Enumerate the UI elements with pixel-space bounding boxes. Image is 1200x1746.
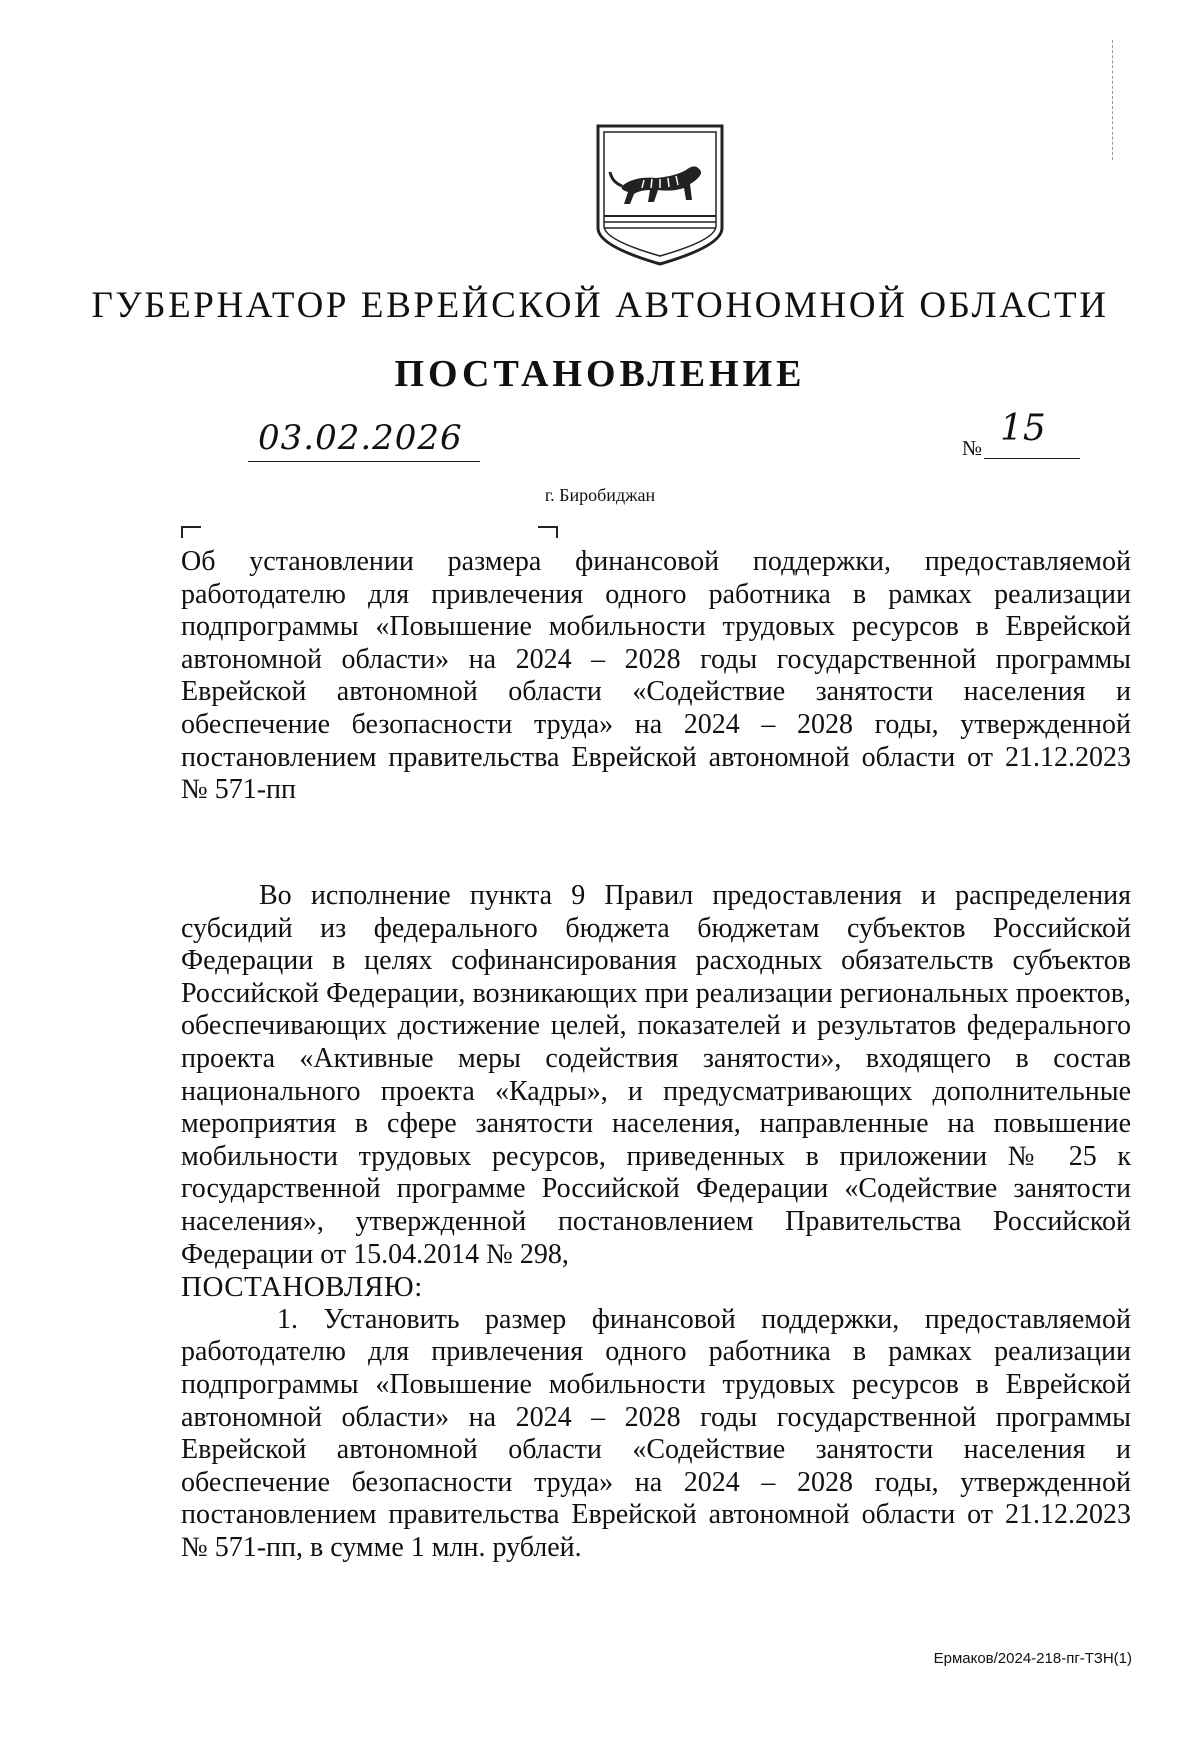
city: г. Биробиджан — [544, 485, 656, 505]
executor-reference: Ермаков/2024-218-пг-ТЗН(1) — [933, 1650, 1132, 1667]
preamble-paragraph: Во исполнение пункта 9 Правил предоставления и распределения субсидий из федерального бюджета бюджетам субъектов Российской Федерации в целях софинансирования расходных обязательств субъектов Российской Федерации, возникающих при реализации региональных проектов, обеспечивающих достижение целей, показателей и результатов федерального проекта «Активные меры содействия занятости», входящего в состав национального проекта «Кадры», и предусматривающих дополнительные мероприятия в сфере занятости населения, направленные на повышение мобильности трудовых ресурсов, приведенных в приложении № 25 к государственной программе Российской Федерации «Содействие занятости населения», утвержденной постановлением Правительства Российской Федерации от 15.04.2014 № 298, — [181, 880, 1131, 1270]
document-subject: Об установлении размера финансовой поддержки, предоставляемой работодателю для привлечения одного работника в рамках реализации подпрограммы «Повышение мобильности трудовых ресурсов в Еврейской автономной области» на 2024 – 2028 годы государственной программы Еврейской автономной области «Содействие занятости населения и обеспечение безопасности труда» на 2024 – 2028 годы, утвержденной постановлением правительства Еврейской автономной области от 21.12.2023 № 571-пп — [181, 546, 1131, 806]
document-type-title: ПОСТАНОВЛЕНИЕ — [394, 353, 806, 395]
subject-corner-right — [538, 526, 558, 538]
coat-of-arms-icon — [594, 124, 726, 266]
number-underline — [984, 458, 1080, 459]
decree-item-1: 1. Установить размер финансовой поддержки, предоставляемой работодателю для привлечения одного работника в рамках реализации подпрограммы «Повышение мобильности трудовых ресурсов в Еврейской автономной области» на 2024 – 2028 годы государственной программы Еврейской автономной области «Содействие занятости населения и обеспечение безопасности труда» на 2024 – 2028 годы, утвержденной постановлением правительства Еврейской автономной области от 21.12.2023 № 571-пп, в сумме 1 млн. рублей. — [181, 1303, 1131, 1563]
document-date: 03.02.2026 — [258, 418, 463, 458]
document-number: 15 — [1000, 408, 1046, 449]
scan-edge-mark — [1112, 40, 1114, 160]
document-body — [181, 880, 1131, 1564]
date-underline — [248, 461, 480, 462]
number-label: № — [962, 436, 983, 460]
issuing-authority: ГУБЕРНАТОР ЕВРЕЙСКОЙ АВТОНОМНОЙ ОБЛАСТИ — [91, 285, 1109, 326]
decree-heading: ПОСТАНОВЛЯЮ: — [181, 1271, 423, 1304]
subject-corner-left — [181, 526, 201, 538]
